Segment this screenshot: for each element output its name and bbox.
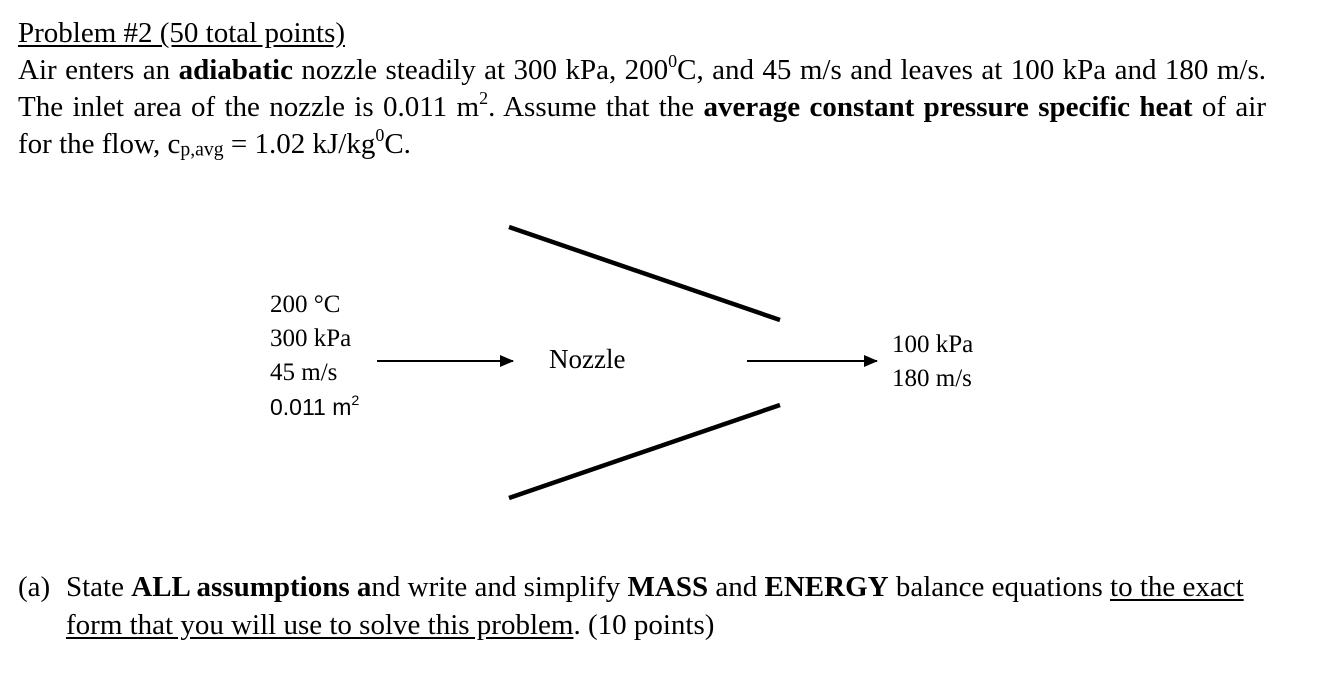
- underlined-instruction: to the exact form that you will use to solve this problem: [66, 571, 1244, 641]
- inlet-area: [270, 390, 359, 424]
- statement-text: . Assume that the: [488, 91, 704, 123]
- part-a-segment: . (10 points): [573, 609, 715, 641]
- bold-specific-heat: average constant pressure specific heat: [703, 91, 1193, 123]
- bold-assumptions: ALL assumptions: [131, 571, 350, 603]
- statement-text: of air for the flow, c: [18, 91, 1266, 160]
- bold-energy: ENERGY: [764, 571, 889, 603]
- problem-title: Problem #2 (50 total points): [18, 17, 346, 49]
- nozzle-label: Nozzle: [549, 344, 626, 374]
- part-a-segment: nd write and simplify: [371, 571, 628, 603]
- part-a-segment: balance equations: [888, 571, 1111, 603]
- nozzle-lower-wall: [509, 405, 780, 498]
- outlet-pressure: 100 kPa: [892, 331, 974, 358]
- statement-text: = 1.02 kJ/kg: [223, 128, 376, 160]
- squared-superscript: 2: [479, 87, 489, 108]
- inlet-area-superscript: 2: [351, 392, 360, 409]
- part-a-segment: State: [66, 571, 132, 603]
- bold-mass: MASS: [627, 571, 709, 603]
- part-a-text: [66, 568, 1268, 644]
- bold-a: a: [356, 571, 372, 603]
- statement-text: C, and 45 m/s and leaves at 100 kPa and 180 m/s. The inlet area of the nozzle is 0.011 m: [18, 54, 1266, 123]
- part-a-segment: and: [708, 571, 765, 603]
- statement-text: Air enters an: [18, 54, 179, 86]
- inlet-conditions: [270, 288, 359, 424]
- outlet-velocity: 180 m/s: [892, 365, 972, 392]
- nozzle-upper-wall: [509, 227, 780, 320]
- statement-text: nozzle steadily at 300 kPa, 200: [292, 54, 669, 86]
- inlet-pressure: 300 kPa: [270, 325, 352, 352]
- inlet-velocity: 45 m/s: [270, 359, 338, 386]
- part-a-question: [18, 568, 1268, 644]
- inlet-temperature: 200 °C: [270, 291, 341, 318]
- bold-adiabatic: adiabatic: [178, 54, 293, 86]
- cp-subscript: p,avg: [180, 138, 224, 161]
- degree-superscript: 0: [375, 124, 385, 145]
- part-a-segment: [350, 571, 357, 603]
- part-a-label: (a): [18, 571, 51, 603]
- inlet-area-value: 0.011 m: [270, 394, 352, 420]
- degree-superscript: 0: [668, 50, 678, 71]
- outlet-conditions: [892, 328, 973, 396]
- statement-text: C.: [384, 128, 411, 160]
